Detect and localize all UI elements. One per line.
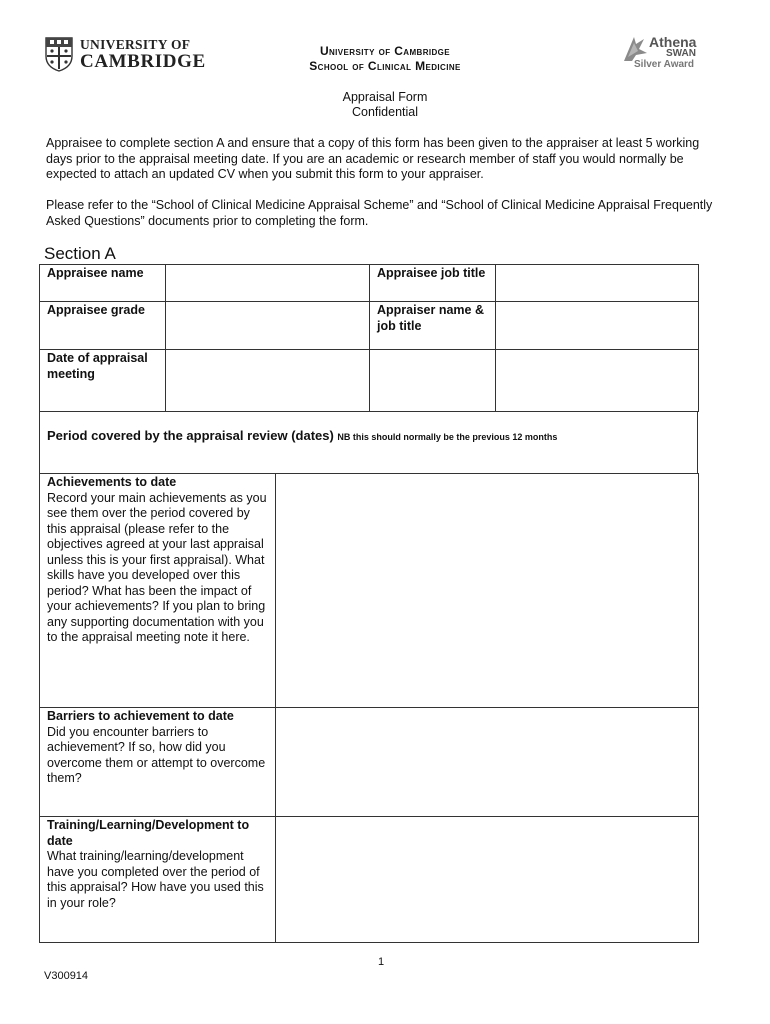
barriers-heading: Barriers to achievement to date [47,709,234,723]
swan-text: SWAN [666,48,696,59]
meeting-date-field[interactable] [166,350,370,412]
version-code: V300914 [44,970,89,982]
form-title-line1: Appraisal Form [342,90,428,104]
period-covered-cell[interactable] [40,412,698,474]
appraisee-job-title-field[interactable] [496,265,699,302]
training-heading: Training/Learning/Development to date [47,818,250,848]
silver-award-text: Silver Award [634,59,695,70]
intro-paragraph-1: Appraisee to complete section A and ensure that a copy of this form has been given to the appraiser at least 5 working days prior to the appraisal meeting date. If you are an academic or research member of staff you would normally be expected to attach an updated CV when you submit this form to your appraiser. [46,136,700,181]
appraiser-name-label: Appraiser name & job title [370,302,496,350]
barriers-field[interactable] [276,708,699,817]
appraiser-name-field[interactable] [496,302,699,350]
barriers-prompt [40,708,276,817]
school-name: School of Clinical Medicine [309,59,461,73]
period-table [39,411,698,474]
period-covered-label: Period covered by the appraisal review (dates) [47,428,334,443]
section-a-title: Section A [44,244,116,263]
empty-cell [370,350,496,412]
details-table [39,264,699,412]
logo-line2: CAMBRIDGE [80,51,206,72]
period-note: NB this should normally be the previous 12 months [337,432,558,442]
page-number: 1 [378,956,385,968]
intro-paragraph-2: Please refer to the “School of Clinical Medicine Appraisal Scheme” and “School of Clinical Medicine Appraisal Frequently Asked Questions” documents prior to completing the form. [46,198,713,228]
form-title-line2: Confidential [351,105,418,119]
appraisee-grade-label: Appraisee grade [40,302,166,350]
meeting-date-label: Date of appraisal meeting [40,350,166,412]
appraisee-job-title-label: Appraisee job title [370,265,496,302]
achievements-prompt [40,474,276,708]
logo-line1: UNIVERSITY OF [80,37,191,52]
appraisee-grade-field[interactable] [166,302,370,350]
achievements-text: Record your main achievements as you see them over the period covered by this appraisal (please refer to the objectives agreed at your last appraisal unless this is your first appraisal). What skills have you developed over this period? What has been the impact of your achievements? If you plan to bring any supporting documentation with you to the appraisal meeting note it here. [47,490,267,644]
achievements-heading: Achievements to date [47,475,177,489]
athena-swan-logo [622,33,702,73]
review-table [39,473,699,943]
athena-text: Athena [649,34,697,50]
appraisee-name-field[interactable] [166,265,370,302]
crest-icon [44,36,74,72]
training-prompt [40,817,276,943]
training-text: What training/learning/development have you completed over the period of this appraisal? How have you used this in your role? [47,849,264,910]
barriers-text: Did you encounter barriers to achievement? If so, how did you overcome them or attempt to overcome them? [47,724,266,785]
institution-header [240,44,530,74]
achievements-field[interactable] [276,474,699,708]
empty-cell [496,350,699,412]
university-logo [44,36,206,72]
form-title [240,90,530,120]
training-field[interactable] [276,817,699,943]
university-name: University of Cambridge [319,44,451,58]
appraisee-name-label: Appraisee name [40,265,166,302]
